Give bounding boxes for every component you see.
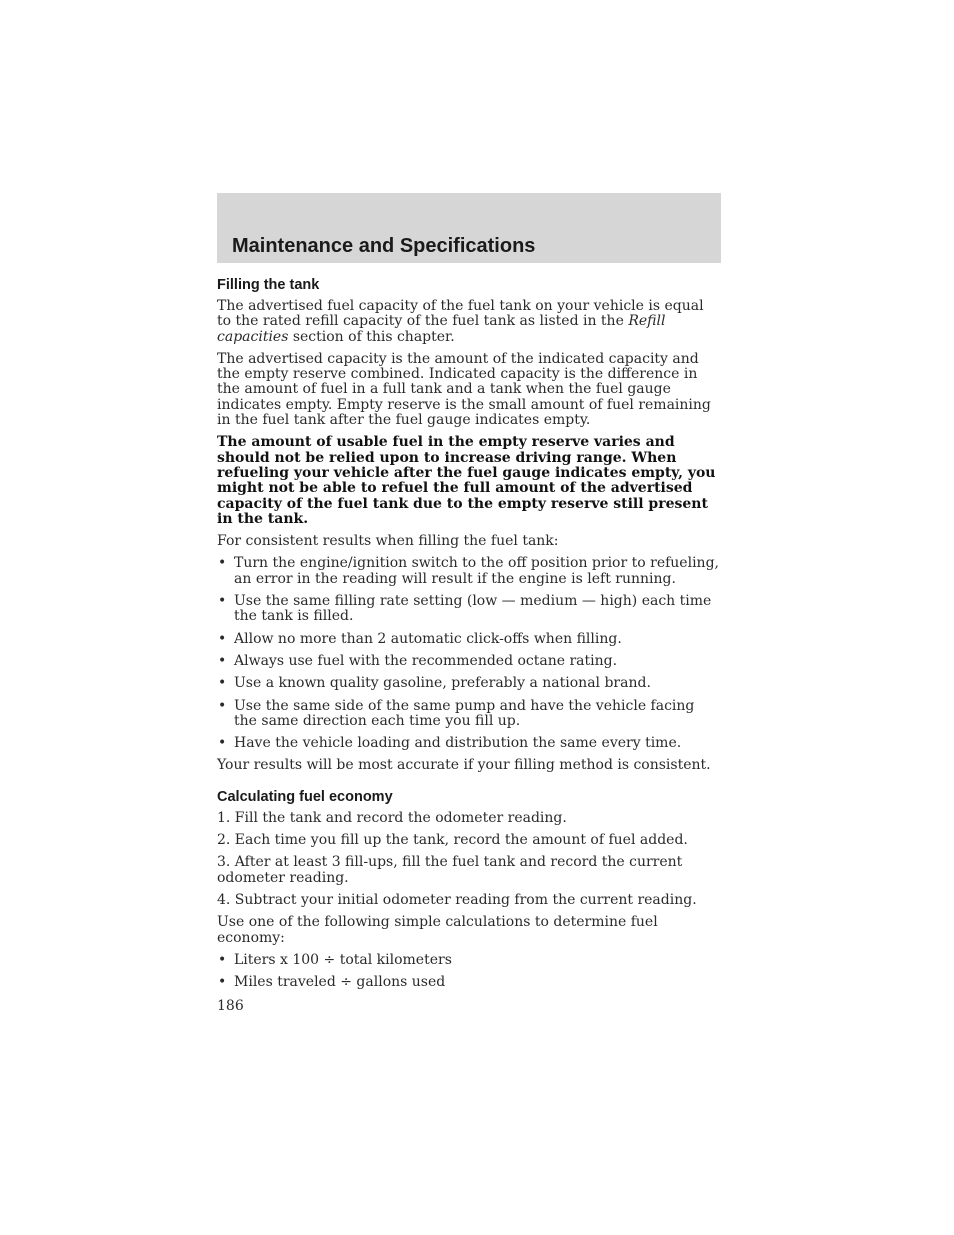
filling-heading: Filling the tank bbox=[217, 277, 320, 293]
filling-paragraph-1: The advertised fuel capacity of the fuel tank on your vehicle is equal to the rated refill capacity of the fuel tank as listed in the Refill capacities section of this chapter. bbox=[217, 298, 704, 345]
filling-intro: For consistent results when filling the fuel tank: bbox=[217, 533, 559, 550]
bullet-icon: • bbox=[218, 593, 227, 610]
bullet-icon: • bbox=[218, 630, 227, 647]
list-item: • Use the same filling rate setting (low — medium — high) each time the tank is filled. bbox=[218, 593, 712, 625]
list-item: • Always use fuel with the recommended octane rating. bbox=[218, 652, 618, 669]
bullet-icon: • bbox=[218, 735, 227, 752]
list-item: • Miles traveled ÷ gallons used bbox=[218, 974, 446, 991]
refill-capacities-reference: Refill capacities bbox=[217, 313, 666, 345]
bullet-icon: • bbox=[218, 974, 227, 991]
section-title: Maintenance and Specifications bbox=[232, 235, 536, 257]
bullet-icon: • bbox=[218, 555, 227, 572]
economy-step: 2. Each time you fill up the tank, record the amount of fuel added. bbox=[217, 832, 688, 849]
economy-intro: Use one of the following simple calculations to determine fuel economy: bbox=[217, 914, 658, 946]
list-item: • Liters x 100 ÷ total kilometers bbox=[218, 951, 452, 968]
economy-step: 4. Subtract your initial odometer reading from the current reading. bbox=[217, 891, 697, 908]
filling-tips-list bbox=[217, 556, 721, 751]
page-number: 186 bbox=[217, 998, 244, 1015]
filling-paragraph-2: The advertised capacity is the amount of the indicated capacity and the empty reserve combined. Indicated capacity is the difference in the amount of fuel in a full tank and a tank when the fuel gauge indicates empty. Empty reserve is the small amount of fuel remaining in the fuel tank after the fuel gauge indicates empty. bbox=[217, 350, 711, 429]
list-item: • Allow no more than 2 automatic click-offs when filling. bbox=[218, 630, 622, 647]
list-item: • Turn the engine/ignition switch to the off position prior to refueling, an error in the reading will result if the engine is left running. bbox=[218, 555, 719, 587]
page-body bbox=[217, 277, 721, 1015]
formula-list bbox=[217, 953, 721, 991]
list-item: • Use a known quality gasoline, preferably a national brand. bbox=[218, 675, 651, 692]
bullet-icon: • bbox=[218, 951, 227, 968]
bullet-icon: • bbox=[218, 675, 227, 692]
bullet-icon: • bbox=[218, 697, 227, 714]
bullet-icon: • bbox=[218, 652, 227, 669]
list-item: • Have the vehicle loading and distribution the same every time. bbox=[218, 735, 682, 752]
reserve-warning: The amount of usable fuel in the empty reserve varies and should not be relied upon to increase driving range. When refueling your vehicle after the fuel gauge indicates empty, you might not be able to refuel the full amount of the advertised capacity of the fuel tank due to the empty reserve still present in the tank. bbox=[217, 434, 716, 527]
economy-step: 1. Fill the tank and record the odometer reading. bbox=[217, 809, 567, 826]
economy-step: 3. After at least 3 fill-ups, fill the fuel tank and record the current odometer reading. bbox=[217, 854, 683, 886]
list-item: • Use the same side of the same pump and have the vehicle facing the same direction each time you fill up. bbox=[218, 697, 695, 729]
section-header-band bbox=[217, 193, 721, 263]
filling-closing: Your results will be most accurate if your filling method is consistent. bbox=[217, 757, 711, 774]
economy-heading: Calculating fuel economy bbox=[217, 788, 393, 805]
